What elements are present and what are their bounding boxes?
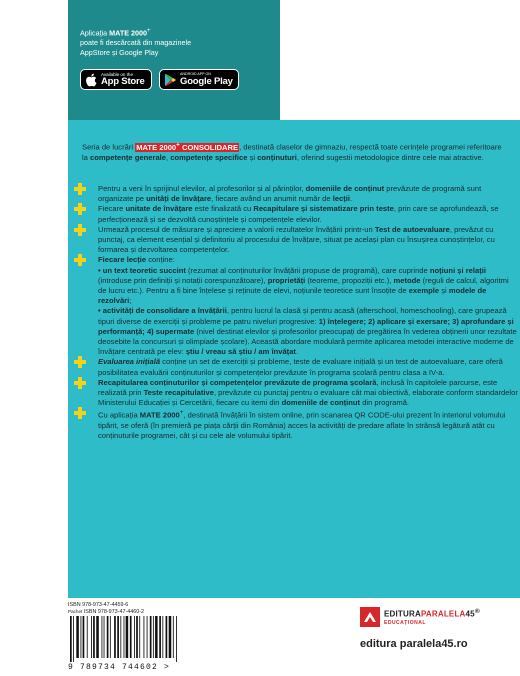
barcode-bar	[117, 616, 119, 658]
barcode-bar	[70, 616, 72, 662]
barcode-bar	[102, 616, 103, 658]
plus-bullet-icon	[74, 356, 86, 368]
item-sup: +	[179, 409, 184, 417]
barcode-bar	[134, 616, 135, 658]
google-play-badge[interactable]	[159, 69, 239, 90]
barcode-bar	[147, 616, 148, 658]
publisher-name-c: 45	[465, 609, 475, 619]
intro-text: , destinată claselor de gimnaziu, respectă toate cerințele programei referitoare la	[82, 142, 502, 162]
publisher-website[interactable]: editura paralela45.ro	[360, 638, 468, 650]
intro-bold: competențe generale	[90, 152, 166, 162]
item-text: conține:	[146, 255, 175, 265]
item-text: ;	[129, 296, 132, 306]
item-bold: modele de rezolvări	[98, 286, 487, 306]
item-text: Cu aplicația	[98, 411, 140, 420]
promo-line3: AppStore și Google Play	[80, 48, 159, 58]
item-bold: • activități de consolidare a învățării	[98, 306, 227, 316]
promo-app-sup: +	[147, 28, 151, 34]
item-bold: MATE 2000	[139, 411, 180, 420]
publisher-logo	[360, 607, 480, 627]
item-text: .	[295, 347, 299, 357]
series-name-highlight	[135, 143, 239, 152]
barcode-bar	[155, 616, 158, 658]
item-text: , destinată învățării în sistem online, prin scanarea QR CODE-ului prezent în interiorul volumului tipărit, se oferă (în premieră pe piața cărții din România) acces la activități de predare aflate în strânsă legătură atât cu conținuturile programei, cât și cu cele ale volumului tipărit.	[98, 411, 506, 441]
item-bold: proprietăți	[267, 275, 306, 285]
item-bold: domeniile de conținut	[305, 184, 385, 193]
item-bold: noțiuni și relații	[429, 265, 486, 275]
barcode-bar	[144, 616, 145, 658]
plus-bullet-icon	[74, 203, 86, 215]
description-panel	[68, 120, 520, 598]
barcode-bar	[153, 616, 154, 658]
google-play-label: Google Play	[180, 75, 233, 87]
list-item	[82, 184, 518, 204]
list-item	[82, 204, 518, 224]
isbn-package-line	[68, 609, 144, 615]
list-item	[82, 225, 518, 256]
isbn-package-label: Pachet	[68, 609, 83, 614]
app-store-badge[interactable]	[80, 69, 152, 90]
barcode-bar	[120, 616, 121, 658]
publisher-name-sup: ®	[474, 608, 480, 616]
item-text: , pentru lucrul la clasă și pentru acasă (afterschool, homeschooling), care grupează tipuri diverse de exerciții și probleme pe patru niveluri progresive:	[98, 306, 507, 326]
intro-text: , oferind sugestii metodologice dintre cele mai atractive.	[296, 152, 484, 162]
barcode-bar	[114, 616, 116, 658]
barcode-bar	[93, 616, 95, 658]
item-text: din programă.	[360, 398, 410, 408]
item-bold: Fiecare lecție	[98, 255, 147, 265]
barcode-bar	[81, 616, 82, 658]
barcode-bar	[126, 616, 129, 658]
intro-bold: conținuturi	[257, 152, 297, 162]
apple-icon	[85, 73, 97, 87]
item-text: și	[439, 286, 449, 296]
item-text: prevăzute de programă sunt organizate pe	[98, 184, 482, 204]
item-text: , fiecare având un anumit număr de	[211, 194, 333, 204]
item-text: , inclusă în capitolele parcurse, este realizată prin	[98, 377, 498, 398]
item-text: Fiecare	[98, 204, 126, 214]
item-bold: unități de învățare	[146, 194, 212, 204]
item-text: (introduse prin definiții și notații corespunzătoare),	[98, 275, 268, 285]
publisher-name	[384, 608, 480, 619]
item-bold: metode	[393, 275, 421, 285]
barcode-bar	[83, 616, 85, 658]
barcode-bar	[76, 616, 79, 658]
item-text: .	[350, 194, 353, 204]
isbn-line: ISBN 978-973-47-4459-6	[68, 602, 129, 608]
intro-text: și	[247, 152, 258, 162]
series-edition: CONSOLIDARE	[179, 142, 239, 152]
item-text: (rezumat al conținuturilor învățării propuse de programă), care cuprinde	[185, 265, 430, 275]
item-bold: Recapitularea conținuturilor și competențelor prevăzute de programa școlară	[98, 377, 377, 387]
google-play-small-text: ANDROID APP ON	[180, 71, 211, 76]
plus-bullet-icon	[74, 407, 86, 419]
list-item	[82, 408, 518, 441]
barcode-bar	[159, 616, 161, 658]
item-text: (teoreme, propoziții etc.),	[305, 275, 394, 285]
item-bold: Teste recapitulative	[143, 388, 214, 398]
barcode-bar	[176, 616, 177, 662]
barcode-bar	[104, 616, 105, 658]
intro-bold: competențe specifice	[170, 152, 248, 162]
series-sup: +	[176, 141, 180, 148]
app-promo-text	[80, 26, 191, 58]
item-bold: • un text teoretic succint	[98, 265, 186, 275]
intro-text: ,	[166, 152, 171, 162]
item-bold: unitate de învățare	[125, 204, 193, 214]
item-bold-italic: Evaluarea inițială	[98, 357, 161, 367]
app-store-small-text: Available on the	[101, 71, 133, 77]
item-text: Pentru a veni în sprijinul elevilor, al profesorilor și al părinților,	[98, 184, 306, 193]
barcode-bar	[136, 616, 138, 658]
barcode-bar	[110, 616, 111, 658]
item-text: , prin care se aprofundează, se perfecționează și se dezvoltă cunoștințele și competențele elevilor.	[98, 204, 499, 224]
publisher-subtitle: EDUCAȚIONAL	[384, 619, 426, 626]
barcode-bar	[169, 616, 172, 658]
barcode-bar	[166, 616, 168, 658]
plus-bullet-icon	[74, 254, 86, 266]
google-play-icon	[164, 73, 176, 87]
list-item	[82, 255, 518, 357]
item-text: , prevăzut cu punctaj, ca element esențial și definitoriu al procesului de învățare, situat pe același plan cu însușirea cunoștințelor, cu formarea și dezvoltarea competențelor.	[98, 224, 495, 255]
item-bold: lecții	[332, 194, 351, 204]
barcode-bar	[162, 616, 163, 658]
publisher-logo-icon	[360, 607, 380, 627]
item-bold: 1) înțelegere; 2) aplicare și exersare; 3) aprofundare și performanță; 4) supermate	[98, 316, 514, 336]
barcode-bar	[124, 616, 125, 658]
isbn-package-number: ISBN 978-973-47-4460-2	[82, 609, 145, 615]
item-text: Urmează procesul de măsurare și apreciere a valorii rezultatelor învățării printr-un	[98, 224, 375, 234]
barcode-bar	[107, 616, 109, 658]
barcode-bar	[150, 616, 152, 658]
publisher-name-b: PARALELA	[420, 609, 466, 619]
app-store-label: App Store	[101, 76, 145, 87]
promo-app-name: MATE 2000	[109, 28, 147, 38]
barcode-bar	[73, 616, 74, 662]
intro-text: Seria de lucrări	[82, 142, 136, 152]
isbn-block	[68, 598, 243, 676]
plus-bullet-icon	[74, 224, 86, 236]
item-bold: Test de autoevaluare	[374, 224, 450, 234]
series-name: MATE 2000	[136, 142, 177, 152]
promo-line2: poate fi descărcată din magazinele	[80, 38, 192, 48]
barcode-bar	[139, 616, 140, 658]
app-promo-box	[68, 0, 280, 120]
item-bold: Recapitulare și sistematizare prin teste	[253, 204, 394, 214]
barcode-bar	[87, 616, 88, 658]
plus-bullet-icon	[74, 377, 86, 389]
promo-line1-pre: Aplicația	[80, 28, 110, 38]
item-text: conține un set de exerciții și probleme, teste de evaluare inițială și un test de autoevaluare, care oferă posibilitatea evaluării conținuturilor și competențelor prevăzute în programa școlară pentru clasa a IV-a.	[98, 357, 503, 377]
item-text: este finalizată cu	[192, 204, 254, 214]
barcode-bar	[173, 616, 174, 658]
list-item	[82, 357, 518, 377]
item-text: (reguli de calcul, algoritmi de lucru etc.). Pentru a fi bine înțelese și reținute de elevi, noțiunile teoretice sunt însoțite de	[98, 275, 509, 296]
barcode-bar	[130, 616, 132, 658]
item-bold: domeniile de conținut	[281, 398, 361, 408]
barcode-bar	[91, 616, 92, 658]
barcode-digits: 9 789734 744602 >	[68, 663, 171, 672]
feature-list	[68, 184, 520, 442]
publisher-name-a: EDITURA	[384, 609, 421, 619]
barcode	[68, 616, 228, 662]
plus-bullet-icon	[74, 183, 86, 195]
barcode-bar	[96, 616, 99, 658]
intro-paragraph	[82, 140, 502, 163]
list-item	[82, 378, 518, 409]
item-bold: știu / vreau să știu / am învățat	[185, 347, 296, 357]
item-text: (nivel destinat elevilor și profesorilor preocupați de pregătirea în vederea obținerii unor rezultate deosebite la concursuri și olimpiade școlare). Această abordare modulară permite aplicarea metodei interactive moderne de învățare centrată pe elev:	[98, 326, 517, 357]
item-bold: exemple	[408, 286, 440, 296]
item-text: , prevăzute cu punctaj pentru o evaluare cât mai obiectivă, elaborate conform standardelor Ministerului Educației și Cercetării, fiecare cu itemi din	[98, 388, 518, 408]
